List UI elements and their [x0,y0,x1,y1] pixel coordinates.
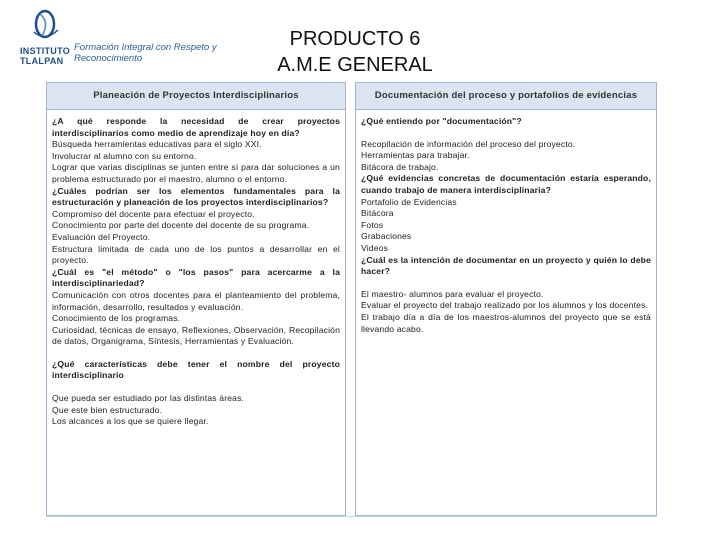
answer-text: Bitácora de trabajo. [361,161,439,172]
institution-logo [14,6,224,68]
question-text: ¿Qué entiendo por "documentación"? [361,116,522,126]
answer-text: Fotos [361,219,384,230]
spacer [52,382,340,393]
answer-text: Recopilación de información del proceso del proyecto. [361,138,576,149]
answer-text: Curiosidad, técnicas de ensayo, Reflexiones, Observación, Recopilación de datos, Organigrama, Síntesis, Herramientas y Evaluación. [52,324,340,347]
documentation-panel [355,82,657,516]
answer-text: Evaluar el proyecto del trabajo realizado por los alumnos y los docentes. [361,300,649,311]
answer-text: Conocimiento por parte del docente del docente de su programa. [52,220,310,231]
spacer [52,348,340,359]
question-text: ¿Cuál es la intención de documentar en un proyecto y quién lo debe hacer? [361,254,651,277]
planning-panel [46,82,346,516]
answer-text: Comunicación con otros docentes para el planteamiento del problema, información, desarrollo, resultados y evaluación. [52,289,340,312]
answer-text: Evaluación del Proyecto. [52,231,151,242]
answer-text: Herramientas para trabajar. [361,150,470,161]
answer-text: Búsqueda herramientas educativas para el siglo XXI. [52,139,262,150]
answer-text: Grabaciones [361,231,412,242]
question-text: ¿Cuál es "el método" o "los pasos" para acercarme a la interdisciplinariedad? [52,266,340,289]
answer-text: Lograr que varias disciplinas se junten entre sí para dar soluciones a un problema estructurado por el maestro, alumno o el entorno. [52,162,340,184]
question-text: ¿Cuáles podrían ser los elementos fundamentales para la estructuración y planeación de los proyectos interdisciplinarios? [52,185,340,208]
answer-text: Los alcances a los que se quiere llegar. [52,416,209,427]
spacer [361,128,651,139]
documentation-panel-heading: Documentación del proceso y portafolios de evidencias [356,83,656,110]
title-line-1: PRODUCTO 6 [289,28,421,50]
question-text: ¿Qué características debe tener el nombre del proyecto interdisciplinario [52,358,340,381]
answer-text: Compromiso del docente para efectuar el proyecto. [52,208,255,219]
answer-text: El trabajo día a día de los maestros-alumnos del proyecto que se está llevando acabo. [361,311,651,334]
planning-panel-heading: Planeación de Proyectos Interdisciplinarios [47,83,345,110]
question-text: ¿Qué evidencias concretas de documentación estaría esperando, cuando trabajo de manera interdisciplinaria? [361,173,651,195]
answer-text: Que este bien estructurado. [52,404,163,415]
answer-text: El maestro- alumnos para evaluar el proyecto. [361,288,544,299]
logo-institution-text: INSTITUTO TLALPAN [20,46,71,66]
documentation-panel-body [356,110,656,335]
logo-tagline: Formación Integral con Respeto y Reconocimiento [74,42,217,64]
planning-panel-body [47,110,345,428]
answer-text: Portafolio de Evidencias [361,196,457,207]
answer-text: Que pueda ser estudiado por las distintas áreas. [52,393,245,404]
answer-text: Estructura limitada de cada uno de los puntos a desarrollar en el proyecto. [52,243,340,266]
answer-text: Involucrar al alumno con su entorno. [52,150,197,161]
answer-text: Bitácora [361,208,394,219]
answer-text: Conocimiento de los programas. [52,313,181,324]
page-title [230,26,480,78]
title-line-2: A.M.E GENERAL [277,54,433,76]
bottom-divider [46,516,657,517]
question-text: ¿A qué responde la necesidad de crear proyectos interdisciplinarios como medio de aprendizaje hoy en día? [52,116,340,138]
spacer [361,278,651,289]
answer-text: Videos [361,242,389,253]
